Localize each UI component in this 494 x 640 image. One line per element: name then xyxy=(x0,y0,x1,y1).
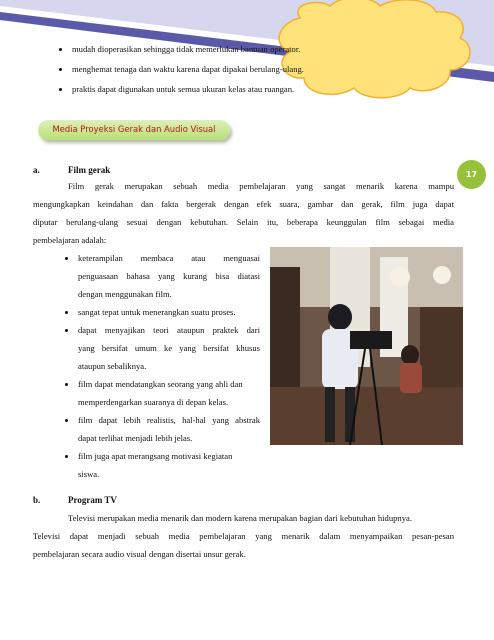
film-bullet: sangat tepat untuk menerangkan suatu proses. xyxy=(78,307,268,318)
top-bullet: praktis dapat digunakan untuk semua ukuran kelas atau ruangan. xyxy=(72,84,295,94)
film-paragraph-line: mengungkapkan keindahan dan fakta bergerak dengan efek suara, gambar dan gerak, film juga dapat xyxy=(33,199,454,209)
tv-heading: Program TV xyxy=(68,495,117,505)
top-bullet: menghemat tenaga dan waktu karena dapat dipakai berulang-ulang. xyxy=(72,64,304,74)
film-heading: Film gerak xyxy=(68,165,111,175)
tv-paragraph-line: Televisi dapat menjadi sebuah media pembelajaran yang menarik dalam menyampaikan pesan-pesan xyxy=(33,531,454,541)
film-paragraph-line: diputar berulang-ulang sesuai dengan kebutuhan. Selain itu, beberapa keunggulan film sebagai media xyxy=(33,217,454,227)
tv-paragraph-line: Televisi merupakan media menarik dan modern karena merupakan bagian dari kebutuhan hidupnya. xyxy=(68,513,412,523)
film-paragraph-line: pembelajaran adalah: xyxy=(33,235,107,245)
film-crew-photo xyxy=(270,247,463,445)
section-a-marker: a. xyxy=(33,165,40,175)
film-bullet: film dapat lebih realistis, hal-hal yang abstrak dapat terlihat menjadi lebih jelas. xyxy=(78,415,260,443)
section-label: Media Proyeksi Gerak dan Audio Visual xyxy=(38,118,238,144)
page-number-badge: 17 xyxy=(457,160,486,189)
film-bullet: dapat menyajikan teori ataupun praktek dari yang bersifat umum ke yang bersifat khusus ataupun sebaliknya. xyxy=(78,325,260,371)
section-b-marker: b. xyxy=(33,495,41,505)
film-bullet: keterampilan membaca atau menguasai penguasaan bahasa yang kurang bisa diatasi dengan menggunakan film. xyxy=(78,253,260,299)
top-bullet: mudah dioperasikan sehingga tidak memerlukan bantuan operator. xyxy=(72,44,301,54)
tv-paragraph-line: pembelajaran secara audio visual dengan disertai unsur gerak. xyxy=(33,549,246,559)
film-bullet: film dapat mendatangkan seorang yang ahli dan memperdengarkan suaranya di depan kelas. xyxy=(78,379,268,408)
film-paragraph-line: Film gerak merupakan sebuah media pembelajaran yang sangat menarik karena mampu xyxy=(68,181,454,191)
film-bullet: film juga apat merangsang motivasi kegiatan siswa. xyxy=(78,451,268,480)
